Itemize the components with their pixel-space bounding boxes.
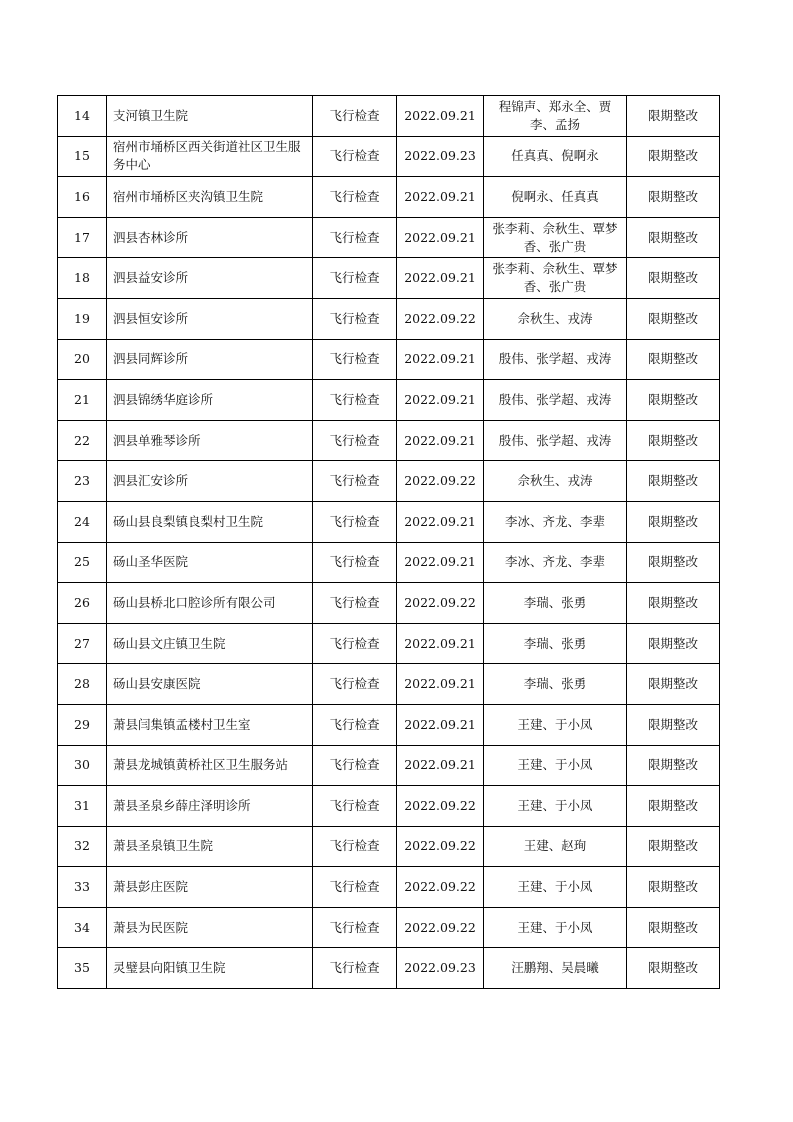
- row-number-cell: 31: [58, 786, 107, 827]
- handling-result-cell: 限期整改: [627, 96, 720, 137]
- handling-result-cell: 限期整改: [627, 501, 720, 542]
- table-row: [58, 704, 720, 745]
- row-number-cell: 23: [58, 461, 107, 502]
- institution-name-cell: 萧县彭庄医院: [107, 867, 313, 908]
- inspection-date-cell: 2022.09.22: [397, 298, 484, 339]
- inspector-names-cell: 王建、于小凤: [484, 867, 627, 908]
- row-number-cell: 14: [58, 96, 107, 137]
- inspector-names-cell: 佘秋生、戎涛: [484, 298, 627, 339]
- institution-name-cell: 萧县圣泉乡薛庄泽明诊所: [107, 786, 313, 827]
- inspection-date-cell: 2022.09.21: [397, 258, 484, 299]
- row-number-cell: 16: [58, 177, 107, 218]
- row-number-cell: 24: [58, 501, 107, 542]
- inspection-type-cell: 飞行检查: [313, 461, 397, 502]
- table-row: [58, 786, 720, 827]
- handling-result-cell: 限期整改: [627, 217, 720, 258]
- inspector-names-cell: 张李莉、佘秋生、覃梦香、张广贵: [484, 217, 627, 258]
- row-number-cell: 21: [58, 380, 107, 421]
- institution-name-cell: 泗县恒安诊所: [107, 298, 313, 339]
- inspection-date-cell: 2022.09.21: [397, 339, 484, 380]
- row-number-cell: 26: [58, 583, 107, 624]
- institution-name-cell: 泗县锦绣华庭诊所: [107, 380, 313, 421]
- handling-result-cell: 限期整改: [627, 826, 720, 867]
- inspection-date-cell: 2022.09.21: [397, 664, 484, 705]
- inspection-date-cell: 2022.09.21: [397, 704, 484, 745]
- handling-result-cell: 限期整改: [627, 623, 720, 664]
- row-number-cell: 17: [58, 217, 107, 258]
- table-row: [58, 339, 720, 380]
- row-number-cell: 29: [58, 704, 107, 745]
- table-row: [58, 542, 720, 583]
- inspector-names-cell: 李瑞、张勇: [484, 664, 627, 705]
- institution-name-cell: 萧县为民医院: [107, 907, 313, 948]
- table-row: [58, 136, 720, 177]
- inspector-names-cell: 张李莉、佘秋生、覃梦香、张广贵: [484, 258, 627, 299]
- handling-result-cell: 限期整改: [627, 704, 720, 745]
- institution-name-cell: 宿州市埇桥区西关街道社区卫生服务中心: [107, 136, 313, 177]
- inspection-type-cell: 飞行检查: [313, 177, 397, 218]
- row-number-cell: 18: [58, 258, 107, 299]
- institution-name-cell: 泗县杏林诊所: [107, 217, 313, 258]
- inspection-date-cell: 2022.09.21: [397, 380, 484, 421]
- institution-name-cell: 萧县闫集镇孟楼村卫生室: [107, 704, 313, 745]
- row-number-cell: 33: [58, 867, 107, 908]
- table-row: [58, 745, 720, 786]
- table-row: [58, 96, 720, 137]
- inspection-type-cell: 飞行检查: [313, 339, 397, 380]
- institution-name-cell: 砀山县安康医院: [107, 664, 313, 705]
- row-number-cell: 27: [58, 623, 107, 664]
- row-number-cell: 22: [58, 420, 107, 461]
- row-number-cell: 30: [58, 745, 107, 786]
- inspector-names-cell: 程锦声、郑永全、贾李、孟扬: [484, 96, 627, 137]
- row-number-cell: 34: [58, 907, 107, 948]
- handling-result-cell: 限期整改: [627, 664, 720, 705]
- row-number-cell: 35: [58, 948, 107, 989]
- row-number-cell: 28: [58, 664, 107, 705]
- institution-name-cell: 泗县益安诊所: [107, 258, 313, 299]
- inspector-names-cell: 李冰、齐龙、李辈: [484, 501, 627, 542]
- inspection-type-cell: 飞行检查: [313, 786, 397, 827]
- handling-result-cell: 限期整改: [627, 907, 720, 948]
- handling-result-cell: 限期整改: [627, 461, 720, 502]
- handling-result-cell: 限期整改: [627, 867, 720, 908]
- inspector-names-cell: 李瑞、张勇: [484, 623, 627, 664]
- institution-name-cell: 宿州市埇桥区夹沟镇卫生院: [107, 177, 313, 218]
- row-number-cell: 32: [58, 826, 107, 867]
- table-row: [58, 380, 720, 421]
- inspection-type-cell: 飞行检查: [313, 258, 397, 299]
- inspector-names-cell: 李瑞、张勇: [484, 583, 627, 624]
- inspector-names-cell: 佘秋生、戎涛: [484, 461, 627, 502]
- inspection-type-cell: 飞行检查: [313, 217, 397, 258]
- table-row: [58, 826, 720, 867]
- table-row: [58, 420, 720, 461]
- table-row: [58, 501, 720, 542]
- inspection-type-cell: 飞行检查: [313, 420, 397, 461]
- handling-result-cell: 限期整改: [627, 745, 720, 786]
- inspection-type-cell: 飞行检查: [313, 380, 397, 421]
- institution-name-cell: 砀山县文庄镇卫生院: [107, 623, 313, 664]
- institution-name-cell: 砀山圣华医院: [107, 542, 313, 583]
- table-row: [58, 177, 720, 218]
- inspection-type-cell: 飞行检查: [313, 664, 397, 705]
- table-row: [58, 664, 720, 705]
- inspector-names-cell: 王建、于小凤: [484, 907, 627, 948]
- inspector-names-cell: 殷伟、张学超、戎涛: [484, 339, 627, 380]
- inspection-type-cell: 飞行检查: [313, 623, 397, 664]
- inspection-type-cell: 飞行检查: [313, 907, 397, 948]
- inspection-date-cell: 2022.09.21: [397, 501, 484, 542]
- inspection-date-cell: 2022.09.21: [397, 420, 484, 461]
- inspection-date-cell: 2022.09.21: [397, 623, 484, 664]
- handling-result-cell: 限期整改: [627, 420, 720, 461]
- inspection-type-cell: 飞行检查: [313, 298, 397, 339]
- inspection-type-cell: 飞行检查: [313, 704, 397, 745]
- institution-name-cell: 萧县圣泉镇卫生院: [107, 826, 313, 867]
- handling-result-cell: 限期整改: [627, 542, 720, 583]
- handling-result-cell: 限期整改: [627, 380, 720, 421]
- inspection-type-cell: 飞行检查: [313, 867, 397, 908]
- inspection-date-cell: 2022.09.21: [397, 177, 484, 218]
- inspector-names-cell: 李冰、齐龙、李辈: [484, 542, 627, 583]
- inspector-names-cell: 汪鹏翔、吴晨曦: [484, 948, 627, 989]
- inspection-type-cell: 飞行检查: [313, 745, 397, 786]
- inspection-type-cell: 飞行检查: [313, 583, 397, 624]
- handling-result-cell: 限期整改: [627, 786, 720, 827]
- inspection-date-cell: 2022.09.21: [397, 542, 484, 583]
- handling-result-cell: 限期整改: [627, 258, 720, 299]
- institution-name-cell: 泗县同辉诊所: [107, 339, 313, 380]
- inspection-date-cell: 2022.09.22: [397, 826, 484, 867]
- inspection-date-cell: 2022.09.22: [397, 583, 484, 624]
- institution-name-cell: 泗县单雅琴诊所: [107, 420, 313, 461]
- inspector-names-cell: 任真真、倪啊永: [484, 136, 627, 177]
- inspector-names-cell: 倪啊永、任真真: [484, 177, 627, 218]
- institution-name-cell: 砀山县桥北口腔诊所有限公司: [107, 583, 313, 624]
- inspection-date-cell: 2022.09.21: [397, 745, 484, 786]
- table-row: [58, 298, 720, 339]
- table-row: [58, 583, 720, 624]
- inspector-names-cell: 王建、赵珣: [484, 826, 627, 867]
- inspection-type-cell: 飞行检查: [313, 501, 397, 542]
- inspection-date-cell: 2022.09.21: [397, 217, 484, 258]
- table-row: [58, 461, 720, 502]
- table-row: [58, 867, 720, 908]
- inspection-date-cell: 2022.09.22: [397, 907, 484, 948]
- table-row: [58, 948, 720, 989]
- handling-result-cell: 限期整改: [627, 177, 720, 218]
- table-row: [58, 623, 720, 664]
- inspection-date-cell: 2022.09.22: [397, 867, 484, 908]
- inspection-table-body: [58, 96, 720, 989]
- handling-result-cell: 限期整改: [627, 136, 720, 177]
- institution-name-cell: 砀山县良梨镇良梨村卫生院: [107, 501, 313, 542]
- inspection-date-cell: 2022.09.22: [397, 786, 484, 827]
- inspection-type-cell: 飞行检查: [313, 948, 397, 989]
- handling-result-cell: 限期整改: [627, 298, 720, 339]
- institution-name-cell: 泗县汇安诊所: [107, 461, 313, 502]
- row-number-cell: 25: [58, 542, 107, 583]
- inspection-type-cell: 飞行检查: [313, 542, 397, 583]
- inspection-date-cell: 2022.09.23: [397, 948, 484, 989]
- inspection-type-cell: 飞行检查: [313, 136, 397, 177]
- inspection-date-cell: 2022.09.22: [397, 461, 484, 502]
- inspection-type-cell: 飞行检查: [313, 96, 397, 137]
- institution-name-cell: 灵璧县向阳镇卫生院: [107, 948, 313, 989]
- row-number-cell: 20: [58, 339, 107, 380]
- table-row: [58, 258, 720, 299]
- handling-result-cell: 限期整改: [627, 339, 720, 380]
- handling-result-cell: 限期整改: [627, 583, 720, 624]
- inspection-date-cell: 2022.09.23: [397, 136, 484, 177]
- row-number-cell: 19: [58, 298, 107, 339]
- inspection-table: [57, 95, 720, 989]
- inspection-date-cell: 2022.09.21: [397, 96, 484, 137]
- table-row: [58, 907, 720, 948]
- inspector-names-cell: 殷伟、张学超、戎涛: [484, 420, 627, 461]
- inspection-type-cell: 飞行检查: [313, 826, 397, 867]
- institution-name-cell: 萧县龙城镇黄桥社区卫生服务站: [107, 745, 313, 786]
- inspector-names-cell: 王建、于小凤: [484, 745, 627, 786]
- row-number-cell: 15: [58, 136, 107, 177]
- table-row: [58, 217, 720, 258]
- handling-result-cell: 限期整改: [627, 948, 720, 989]
- inspector-names-cell: 王建、于小凤: [484, 786, 627, 827]
- institution-name-cell: 支河镇卫生院: [107, 96, 313, 137]
- inspector-names-cell: 王建、于小凤: [484, 704, 627, 745]
- inspector-names-cell: 殷伟、张学超、戎涛: [484, 380, 627, 421]
